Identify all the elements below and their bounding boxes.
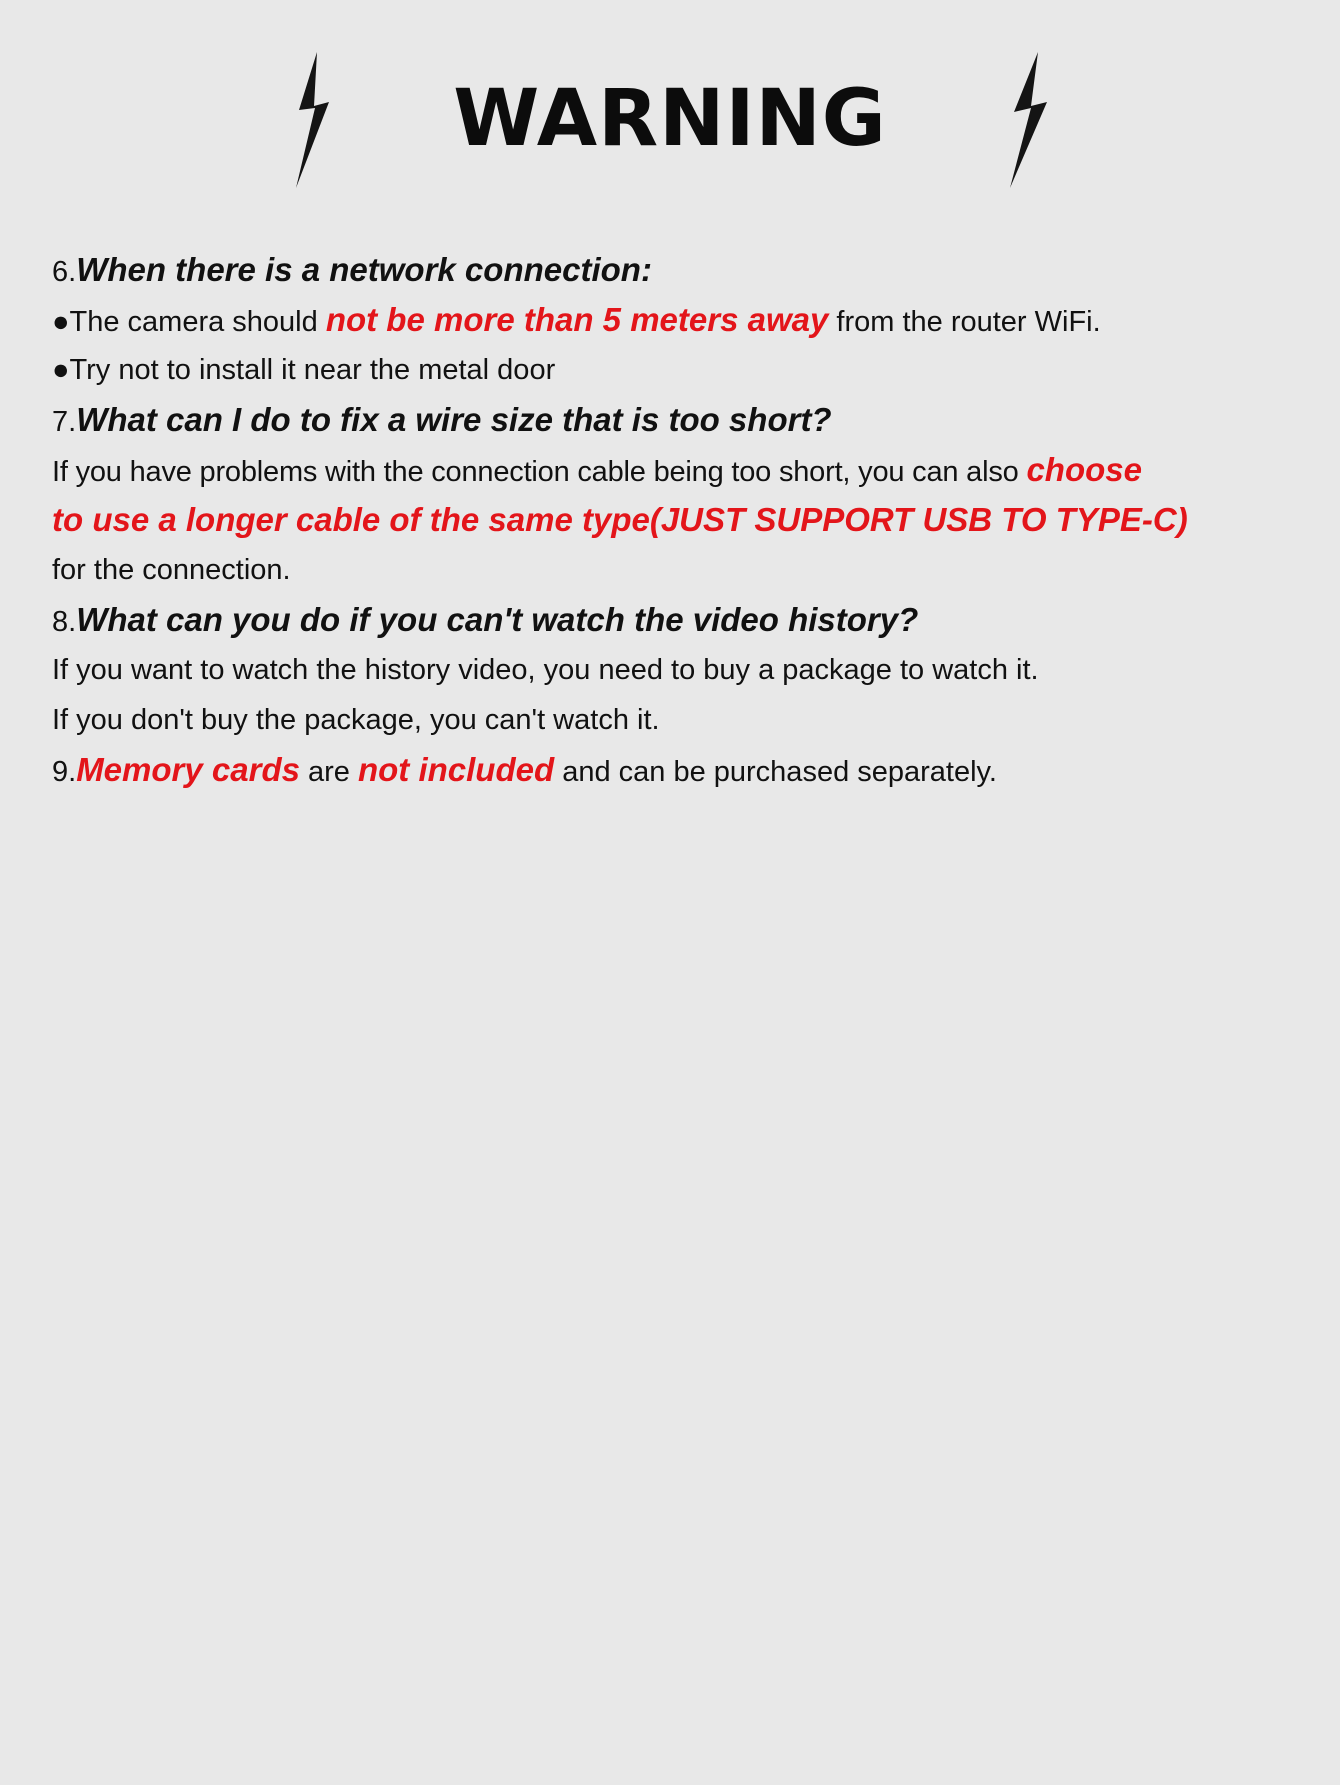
item-8-answer-line-2 [52,695,1322,745]
highlight-text: to use a longer cable of the same type(JUST SUPPORT USB TO TYPE-C) [52,501,1188,538]
item-6-bullet-1 [52,295,1322,345]
item-number: 9. [52,756,77,788]
highlight-text: Memory cards [76,751,300,788]
item-6-bullet-2 [52,345,1322,395]
warning-header [0,40,1340,190]
answer-text: If you want to watch the history video, you need to buy a package to watch it. [52,654,1039,686]
item-question: What can you do if you can't watch the video history? [76,601,919,638]
warning-content [52,245,1322,795]
item-7-answer-line-1 [52,445,1322,495]
item-8-heading [52,595,1322,645]
item-6-heading [52,245,1322,295]
bullet-text: ●The camera should [52,306,326,338]
answer-text: If you have problems with the connection cable being too short, you can also [52,456,1027,488]
answer-text: for the connection. [52,554,291,586]
item-question: When there is a network connection: [76,251,652,288]
answer-text: If you don't buy the package, you can't watch it. [52,704,660,736]
item-8-answer-line-1 [52,645,1322,695]
bullet-text: from the router WiFi. [828,306,1101,338]
item-7-answer-line-3 [52,545,1322,595]
item-7-answer-line-2 [52,495,1322,545]
item-number: 6. [52,256,77,288]
item-9 [52,745,1322,795]
page-title: WARNING [453,74,887,164]
lightning-bolt-icon [1000,50,1060,190]
item-number: 8. [52,606,77,638]
highlight-text: not included [357,751,555,788]
item-question: What can I do to fix a wire size that is too short? [76,401,832,438]
bullet-text: ●Try not to install it near the metal door [52,354,556,386]
highlight-text: not be more than 5 meters away [325,301,829,338]
item-text: and can be purchased separately. [554,756,997,788]
item-text: are [299,756,358,788]
item-number: 7. [52,406,77,438]
highlight-text: choose [1026,451,1142,488]
item-7-heading [52,395,1322,445]
